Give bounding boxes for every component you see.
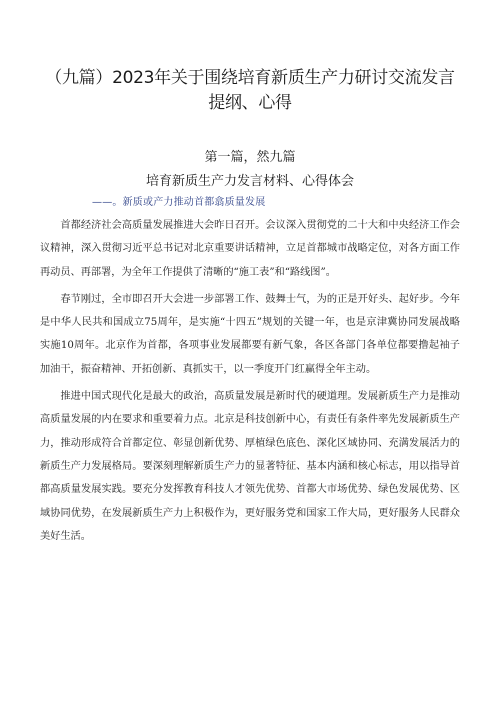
paragraph: 首都经济社会高质量发展推进大会昨日召开。会议深入贯彻党的二十大和中央经济工作会议精神，深入贯彻习近平总书记对北京重要讲话精神，立足首都城市战略定位，对各方面工作再动员、再部署，为全年工作提供了清晰的“施工表”和“路线图”。	[40, 220, 460, 278]
paragraph: 推进中国式现代化是最大的政治，高质量发展是新时代的硬道理。发展新质生产力是推动高质量发展的内在要求和重要着力点。北京是科技创新中心，有责任有条件率先发展新质生产力，推动形成符合首都定位、彰显创新优势、厚植绿色底色、深化区域协同、充满发展活力的新质生产力发展格局。要深刻理解新质生产力的显著特征、基本内涵和核心标志，用以指导首都高质量发展实践。要充分发挥教育科技人才领先优势、首都大市场优势、绿色发展优势、区域协同优势，在发展新质生产力上积极作为，更好服务党和国家工作大局，更好服务人民群众美好生活。	[40, 391, 460, 542]
paragraph: 春节刚过，全市即召开大会进一步部署工作、鼓舞士气，为的正是开好头、起好步。今年是中华人民共和国成立75周年，是实施“十四五”规划的关键一年，也是京津冀协同发展战略实施10周年。北京作为首都，各项事业发展都要有新气象，各区各部门各单位都要撸起袖子加油干，振奋精神、开拓创新、真抓实干，以一季度开门红赢得全年主动。	[40, 293, 460, 375]
sub-heading: ——。新质或产力推动首都翕质量发展	[92, 197, 266, 208]
section-heading: 第一篇，然九篇	[204, 150, 296, 165]
section-subtitle: 培育新质生产力发言材料、心得体会	[145, 174, 354, 189]
body-text	[40, 214, 460, 552]
document-title: （九篇）2023年关于围绕培育新质生产力研讨交流发言提纲、心得	[45, 68, 455, 113]
